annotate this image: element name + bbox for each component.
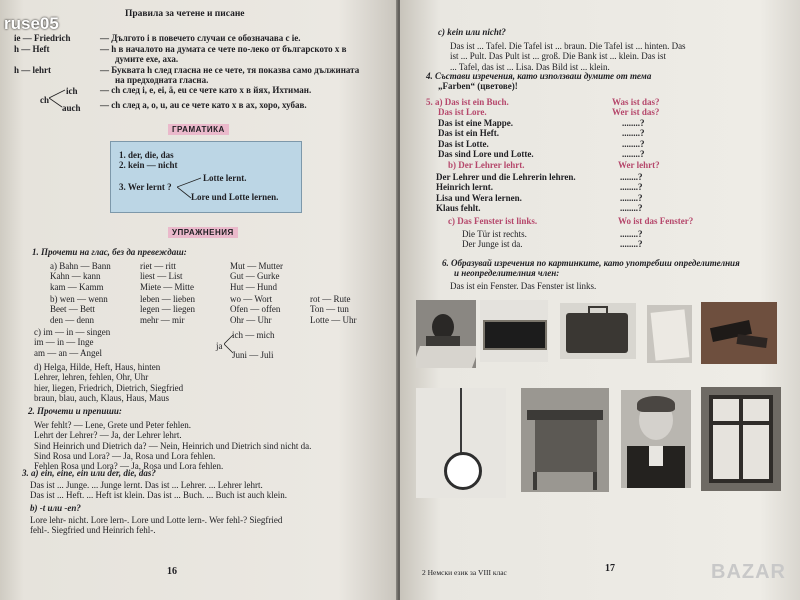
ex1d-list: d) Helga, Hilde, Heft, Haus, hinten Lehrer, lehren, fehlen, Ohr, Uhr hier, liegen, Friedrich, Dietrich, Siegfried braun, blau, auch, Klaus, Haus, Maus bbox=[34, 362, 184, 403]
photo-blackboard bbox=[480, 300, 548, 362]
photo-desk bbox=[521, 388, 609, 492]
photo-notebook bbox=[647, 305, 692, 363]
watermark-text: ruse05 bbox=[4, 14, 59, 33]
rule-label-lehrt: h — lehrt bbox=[14, 65, 51, 75]
ex3-lines: Das ist ... Junge. ... Junge lernt. Das ist ... Lehrer. ... Lehrer lehrt. Das ist ... Heft. ... Heft ist klein. Das ist ... Buch. ... Buch ist auch klein. bbox=[30, 480, 287, 501]
ch-auch: auch bbox=[62, 103, 81, 113]
ex1-title: 1. Прочети на глас, без да превеждаш: bbox=[32, 247, 187, 257]
ex5c-q: Wo ist das Fenster? bbox=[618, 216, 694, 226]
left-page bbox=[0, 0, 398, 600]
ex4-title: 4. Състави изречения, като използваш думите от тема bbox=[426, 71, 652, 81]
grammar-label: ГРАМАТИКА bbox=[168, 124, 229, 135]
ex3-title: 3. a) ein, eine, ein или der, die, das? bbox=[22, 468, 156, 478]
ex1c-ja: ja bbox=[216, 341, 223, 351]
ex1c-ich: ich — mich bbox=[232, 330, 275, 340]
ex1b-col3: wo — Wort Ofen — offen Ohr — Uhr bbox=[230, 294, 281, 325]
photo-pendulum-lamp bbox=[416, 388, 506, 498]
exercises-label: УПРАЖНЕНИЯ bbox=[168, 227, 238, 238]
rule-label-h: h — Heft bbox=[14, 44, 50, 54]
ch-ich: ich bbox=[66, 86, 78, 96]
ex5a-head2: Das ist Lore. bbox=[438, 107, 487, 117]
rule-text-h-cont: думите ехе, аха. bbox=[115, 54, 179, 64]
rule-text-h: — h в началото на думата се чете по-леко от българското x в bbox=[100, 44, 347, 54]
grammar-box bbox=[110, 141, 302, 213]
ex1b-col4: rot — Rute Ton — tun Lotte — Uhr bbox=[310, 294, 357, 325]
ex1c-list: c) im — in — singen im — in — Inge am — an — Angel bbox=[34, 327, 111, 358]
ex1a-col2: riet — ritt liest — List Miete — Mitte bbox=[140, 261, 194, 292]
ch-branch-lines bbox=[49, 87, 67, 109]
ex2-title: 2. Прочети и препиши: bbox=[28, 406, 122, 416]
ex5a-lines: Das ist eine Mappe. Das ist ein Heft. Das ist Lotte. Das sind Lore und Lotte. bbox=[438, 118, 534, 159]
rule-label-ie: ie — Friedrich bbox=[14, 33, 71, 43]
ex5c-lines: Die Tür ist rechts. Der Junge ist da. bbox=[462, 229, 527, 250]
ch-ch: ch bbox=[40, 95, 49, 105]
footer-book-title: 2 Немски език за VIII клас bbox=[422, 568, 507, 577]
gram-line-2: 2. kein — nicht bbox=[119, 160, 178, 170]
ex2-lines: Wer fehlt? — Lene, Grete und Peter fehlen. Lehrt der Lehrer? — Ja, der Lehrer lehrt. Sind Heinrich und Dietrich da? — Nein, Heinrich und Dietrich sind nicht da. Sind Rosa und Lora? — Ja, Rosa und Lora fehlen. Fehlen Rosa und Lora? — Ja, Rosa und Lora fehlen. bbox=[34, 420, 312, 472]
photo-student-at-desk bbox=[416, 300, 476, 368]
page-number-left: 16 bbox=[167, 566, 177, 577]
ex3b-lines: Lore lehr- nicht. Lore lern-. Lore und Lotte lern-. Wer fehl-? Siegfried fehl-. Siegfried und Heinrich fehl-. bbox=[30, 515, 283, 536]
ex5b-lines: Der Lehrer und die Lehrerin lehren. Heinrich lernt. Lisa und Wera lernen. Klaus fehlt. bbox=[436, 172, 576, 213]
ex1a-col3: Mut — Mutter Gut — Gurke Hut — Hund bbox=[230, 261, 283, 292]
gram-branch-lines bbox=[177, 174, 203, 202]
ex3b-title: b) -t или -en? bbox=[30, 503, 81, 513]
rule-text-ie: — Дългото i в повечето случаи се обозначава с ie. bbox=[100, 33, 301, 43]
ex6-title: 6. Образувай изречения по картинките, като употребиш определителния bbox=[442, 258, 740, 268]
ex5b-dots: ........? ........? ........? ........? bbox=[620, 172, 643, 213]
photo-window bbox=[701, 387, 781, 491]
rules-header: Правила за четене и писане bbox=[125, 9, 245, 19]
gram-line-5: Lore und Lotte lernen. bbox=[191, 192, 279, 202]
ex5c-dots: ........? ........? bbox=[620, 229, 643, 250]
ex-c-title: c) kein или nicht? bbox=[438, 27, 506, 37]
photo-books-on-table bbox=[701, 302, 777, 364]
ex6-sub: и неопределителния член: bbox=[454, 268, 560, 278]
bazar-logo: BAZAR bbox=[711, 561, 786, 583]
page-number-right: 17 bbox=[605, 563, 615, 574]
gram-line-3: Lotte lernt. bbox=[203, 173, 247, 183]
ex5b-q: Wer lehrt? bbox=[618, 160, 660, 170]
ex4-sub: „Farben“ (цветове)! bbox=[438, 81, 518, 91]
ex5b-head: b) Der Lehrer lehrt. bbox=[448, 160, 525, 170]
ex-c-lines: Das ist ... Tafel. Die Tafel ist ... braun. Die Tafel ist ... hinten. Das ist ... Pult. Das Pult ist ... groß. Die Bank ist ... klein. Das ist ... Tafel, das ist ... Lisa. Das Bild ist ... klein. bbox=[450, 41, 686, 72]
rule-text-lehrt: — Буквата h след гласна не се чете, тя показва само дължината bbox=[100, 65, 360, 75]
ex5a-head: 5. a) Das ist ein Buch. bbox=[426, 97, 509, 107]
rule-text-ch2: — ch след a, o, u, au се чете като х в ах, хоро, хубав. bbox=[100, 100, 307, 110]
ex1a-col1: a) Bahn — Bann Kahn — kann kam — Kamm bbox=[50, 261, 111, 292]
photo-boy-portrait bbox=[621, 390, 691, 488]
gram-line-1: 1. der, die, das bbox=[119, 150, 174, 160]
photo-briefcase bbox=[560, 303, 636, 359]
ex1b-col1: b) wen — wenn Beet — Bett den — denn bbox=[50, 294, 108, 325]
ex6-example: Das ist ein Fenster. Das Fenster ist links. bbox=[450, 281, 597, 291]
rule-text-ch1: — ch след i, e, ei, ä, eu се чете като х в йях, Ихтиман. bbox=[100, 85, 312, 95]
gram-line-4: 3. Wer lernt ? bbox=[119, 182, 172, 192]
ex5c-head: c) Das Fenster ist links. bbox=[448, 216, 538, 226]
ex5a-q1: Was ist das? bbox=[612, 97, 660, 107]
ex5a-q2: Wer ist das? bbox=[612, 107, 660, 117]
rule-text-lehrt-cont: на предходната гласна. bbox=[115, 75, 209, 85]
right-page bbox=[400, 0, 800, 600]
ex1c-juni: Juni — Juli bbox=[232, 350, 274, 360]
ex1b-col2: leben — lieben legen — liegen mehr — mir bbox=[140, 294, 195, 325]
ex5a-dots: ........? ........? ........? ........? bbox=[622, 118, 645, 159]
